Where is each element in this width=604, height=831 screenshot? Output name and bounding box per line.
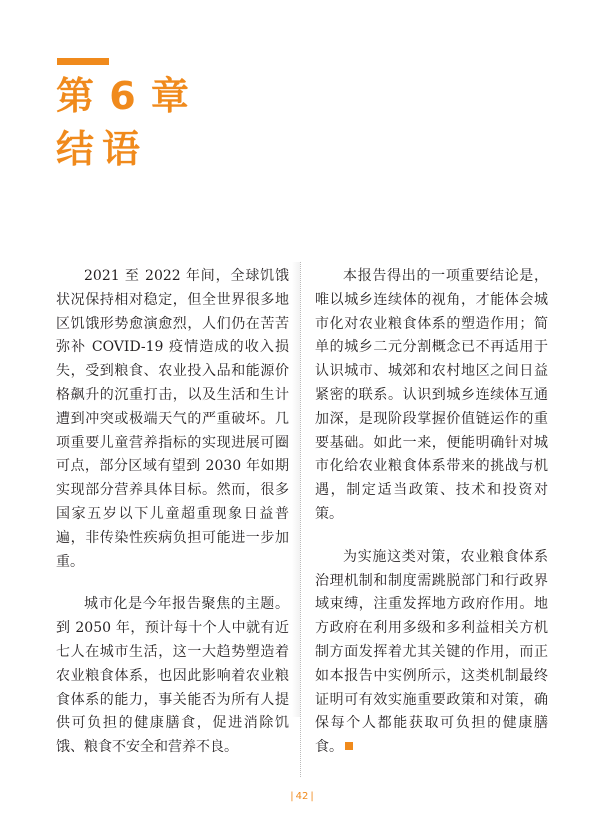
paragraph: 2021 至 2022 年间，全球饥饿状况保持相对稳定，但全世界很多地区饥饿形势愈演愈烈，人们仍在苦苦弥补 COVID-19 疫情造成的收入损失，受到粮食、农业投入品和能源价格飙升的沉重打击，以及生活和生计遭到冲突或极端天气的严重破坏。几项重要儿童营养指标的实现进展可圈可点，部分区域有望到 2030 年如期实现部分营养具体目标。然而，很多国家五岁以下儿童超重现象日益普遍，非传染性疾病负担可能进一步加重。 <box>56 268 289 570</box>
column-divider <box>300 262 301 777</box>
page-number <box>0 791 604 802</box>
chapter-number: 第 6 章 <box>56 74 190 118</box>
paragraph: 城市化是今年报告聚焦的主题。到 2050 年，预计每十个人中就有近七人在城市生活，这一大趋势塑造着农业粮食体系，也因此影响着农业粮食体系的能力，事关能否为所有人提供可负担的健康膳食，促进消除饥饿、粮食不安全和营养不良。 <box>56 596 289 756</box>
chapter-accent-bar <box>57 58 109 65</box>
page-number-value: 42 <box>295 791 309 802</box>
page-number-bar-left: | <box>290 791 294 802</box>
left-column <box>56 265 289 760</box>
end-mark-icon <box>345 742 353 750</box>
column-shadow <box>292 262 300 717</box>
paragraph: 本报告得出的一项重要结论是，唯以城乡连续体的视角，才能体会城市化对农业粮食体系的塑造作用；简单的城乡二元分割概念已不再适用于认识城市、城郊和农村地区之间日益紧密的联系。认识到城乡连续体互通加深，是现阶段掌握价值链运作的重要基础。如此一来，便能明确针对城市化给农业粮食体系带来的挑战与机遇，制定适当政策、技术和投资对策。 <box>315 268 548 522</box>
paragraph-last <box>315 546 548 760</box>
chapter-title: 结语 <box>56 127 149 171</box>
page-number-bar-right: | <box>310 791 314 802</box>
right-column <box>315 265 548 760</box>
paragraph-text: 为实施这类对策，农业粮食体系治理机制和制度需跳脱部门和行政界域束缚，注重发挥地方政府作用。地方政府在利用多级和多利益相关方机制方面发挥着尤其关键的作用，而正如本报告中实例所示，这类机制最终证明可有效实施重要政策和对策，确保每个人都能获取可负担的健康膳食。 <box>315 548 548 756</box>
